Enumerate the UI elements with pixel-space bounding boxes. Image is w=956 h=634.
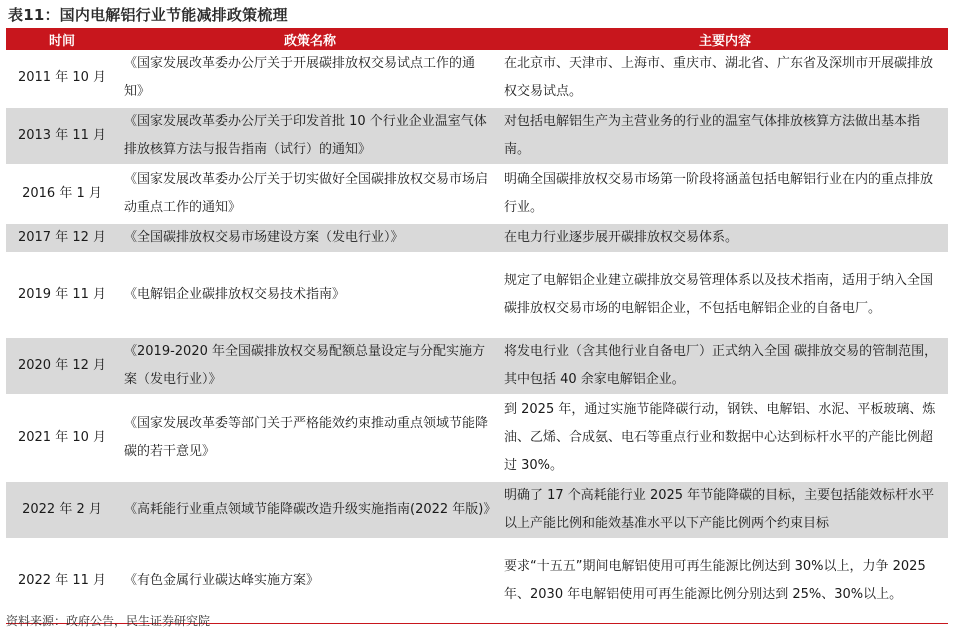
row-content: 明确全国碳排放权交易市场第一阶段将涵盖包括电解铝行业在内的重点排放行业。	[502, 165, 948, 223]
source-note: 资料来源：政府公告，民生证券研究院	[6, 614, 211, 628]
row-policy-name: 《有色金属行业碳达峰实施方案》	[118, 539, 502, 623]
row-content: 在电力行业逐步展开碳排放权交易体系。	[502, 223, 948, 253]
row-time: 2021 年 10 月	[6, 395, 118, 481]
row-time: 2022 年 11 月	[6, 539, 118, 623]
policy-table	[6, 28, 948, 624]
row-policy-name: 《电解铝企业碳排放权交易技术指南》	[118, 253, 502, 337]
table-row	[6, 337, 948, 395]
row-time: 2013 年 11 月	[6, 107, 118, 165]
header-time: 时间	[6, 28, 118, 50]
row-policy-name: 《2019-2020 年全国碳排放权交易配额总量设定与分配实施方案（发电行业）》	[118, 337, 502, 395]
row-time: 2011 年 10 月	[6, 50, 118, 107]
row-time: 2019 年 11 月	[6, 253, 118, 337]
row-content: 将发电行业（含其他行业自备电厂）正式纳入全国 碳排放交易的管制范围，其中包括 40 余家电解铝企业。	[502, 337, 948, 395]
table-row	[6, 165, 948, 223]
row-policy-name: 《国家发展改革委办公厅关于印发首批 10 个行业企业温室气体排放核算方法与报告指南（试行）的通知》	[118, 107, 502, 165]
row-content: 明确了 17 个高耗能行业 2025 年节能降碳的目标，主要包括能效标杆水平以上产能比例和能效基准水平以下产能比例两个约束目标	[502, 481, 948, 539]
row-policy-name: 《国家发展改革委办公厅关于切实做好全国碳排放权交易市场启动重点工作的通知》	[118, 165, 502, 223]
table-title: 表11：国内电解铝行业节能减排政策梳理	[8, 6, 288, 24]
table-row	[6, 223, 948, 253]
header-main-content: 主要内容	[502, 28, 948, 50]
table-row	[6, 253, 948, 337]
row-content: 在北京市、天津市、上海市、重庆市、湖北省、广东省及深圳市开展碳排放权交易试点。	[502, 50, 948, 107]
table-row	[6, 481, 948, 539]
row-policy-name: 《高耗能行业重点领域节能降碳改造升级实施指南(2022 年版)》	[118, 481, 502, 539]
row-time: 2020 年 12 月	[6, 337, 118, 395]
row-time: 2016 年 1 月	[6, 165, 118, 223]
table-row	[6, 539, 948, 623]
table-row	[6, 395, 948, 481]
row-time: 2022 年 2 月	[6, 481, 118, 539]
header-policy-name: 政策名称	[118, 28, 502, 50]
table-row	[6, 107, 948, 165]
row-content: 规定了电解铝企业建立碳排放交易管理体系以及技术指南，适用于纳入全国碳排放权交易市场的电解铝企业，不包括电解铝企业的自备电厂。	[502, 253, 948, 337]
row-policy-name: 《国家发展改革委办公厅关于开展碳排放权交易试点工作的通知》	[118, 50, 502, 107]
row-policy-name: 《国家发展改革委等部门关于严格能效约束推动重点领域节能降碳的若干意见》	[118, 395, 502, 481]
row-content: 要求“十五五”期间电解铝使用可再生能源比例达到 30%以上，力争 2025 年、2030 年电解铝使用可再生能源比例分别达到 25%、30%以上。	[502, 539, 948, 623]
row-policy-name: 《全国碳排放权交易市场建设方案（发电行业）》	[118, 223, 502, 253]
row-content: 到 2025 年，通过实施节能降碳行动，钢铁、电解铝、水泥、平板玻璃、炼油、乙烯、合成氨、电石等重点行业和数据中心达到标杆水平的产能比例超过 30%。	[502, 395, 948, 481]
table-header-row	[6, 28, 948, 50]
row-content: 对包括电解铝生产为主营业务的行业的温室气体排放核算方法做出基本指南。	[502, 107, 948, 165]
table-row	[6, 50, 948, 107]
row-time: 2017 年 12 月	[6, 223, 118, 253]
